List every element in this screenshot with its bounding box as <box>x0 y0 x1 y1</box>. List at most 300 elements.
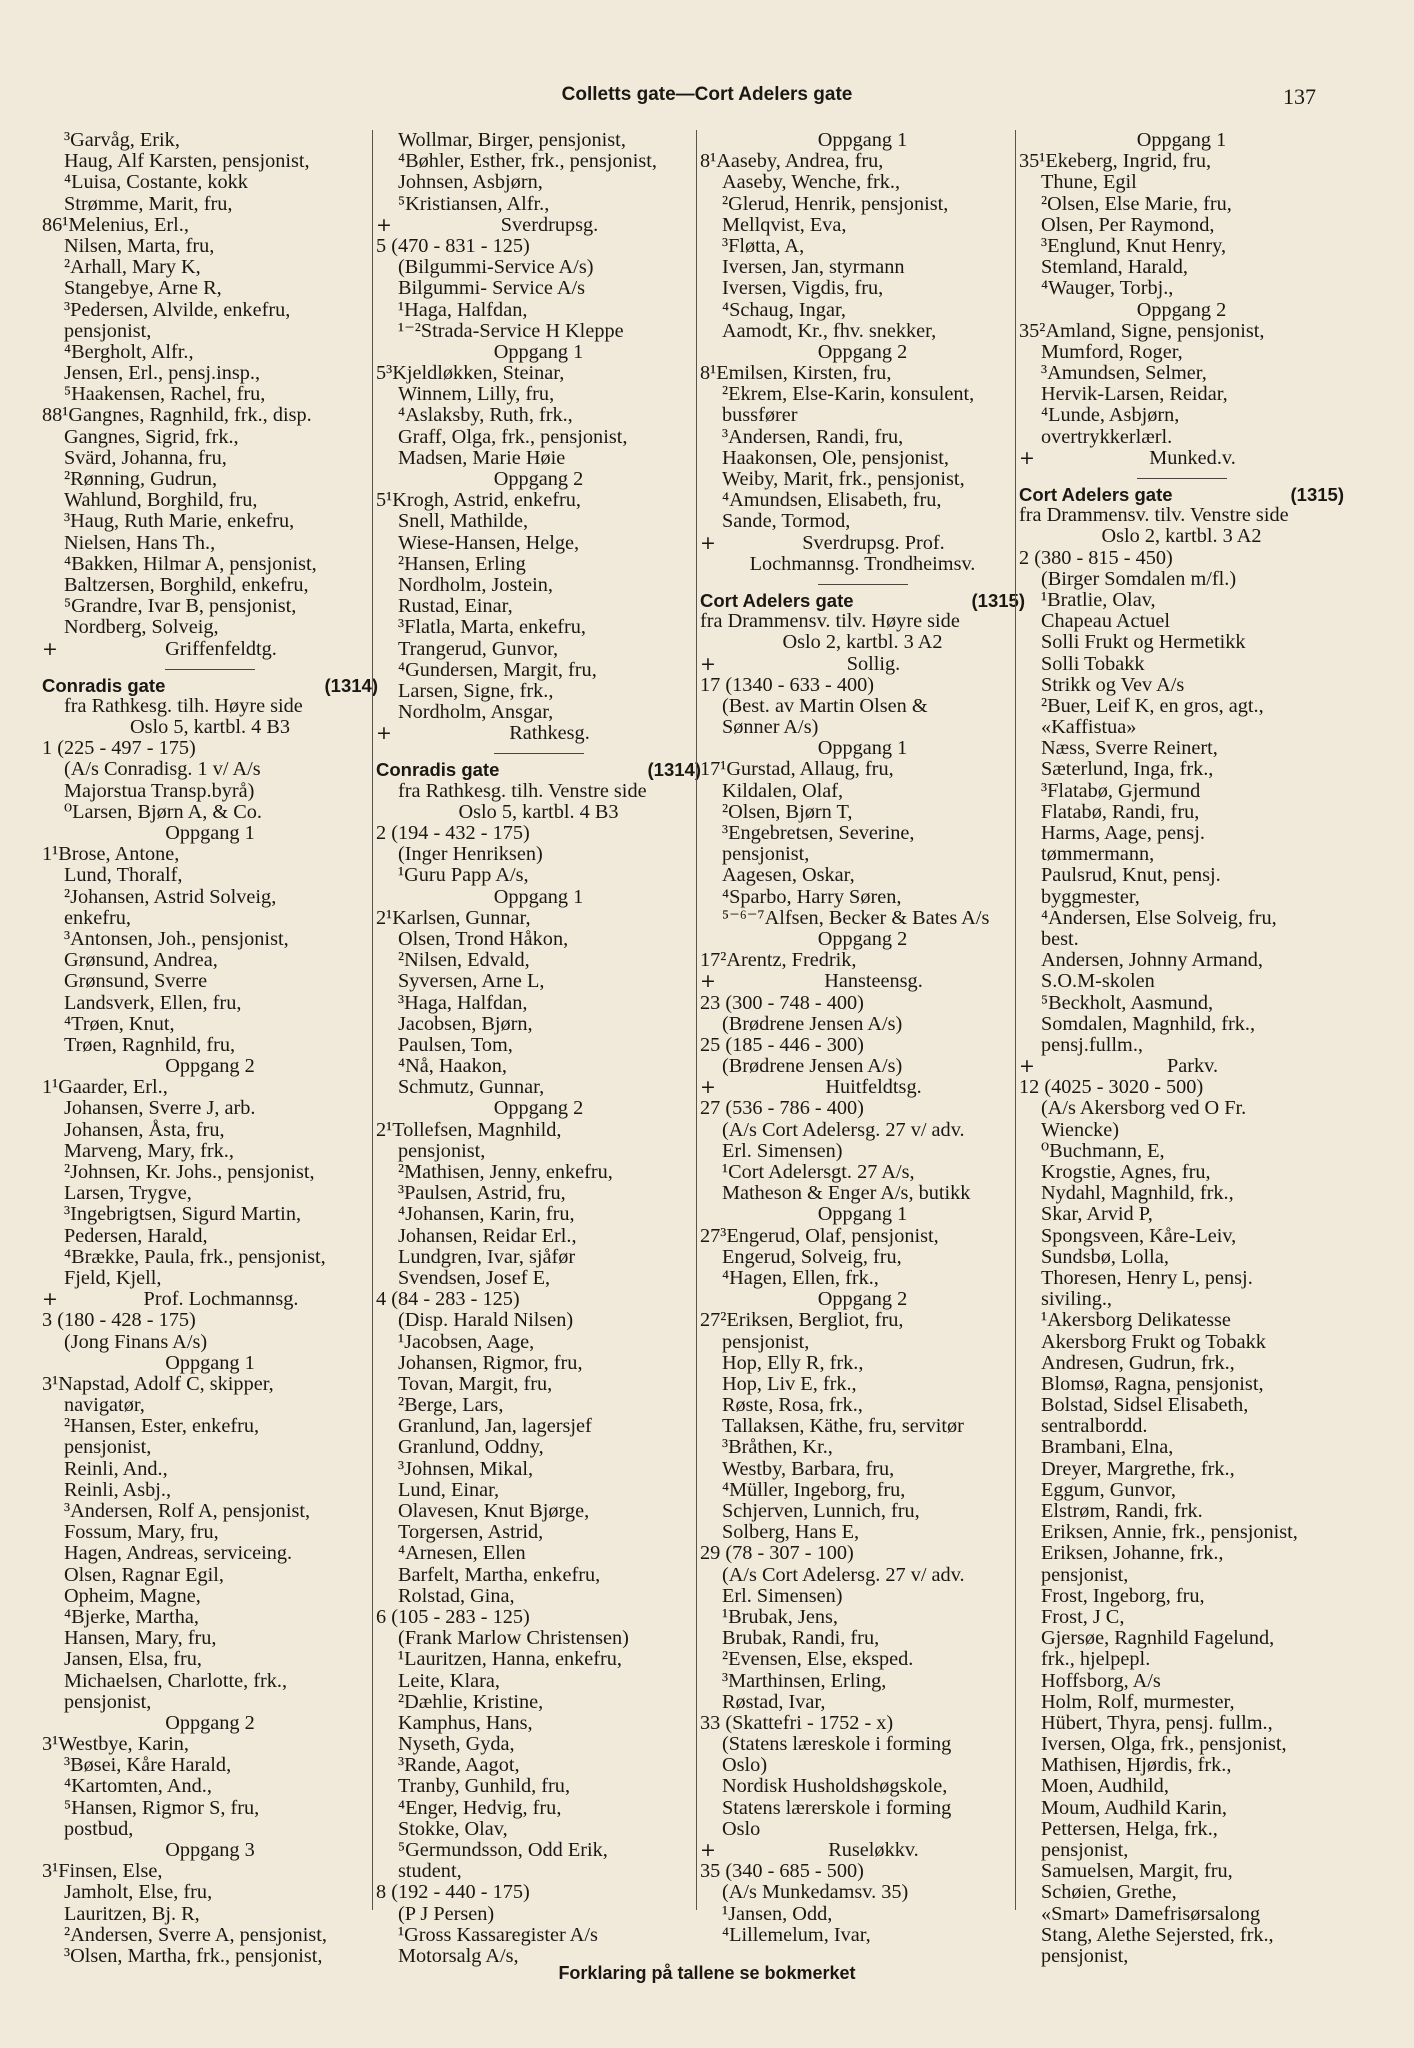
directory-entry: Weiby, Marit, frk., pensjonist, <box>722 468 965 490</box>
section-line: Oppgang 1 <box>1136 129 1227 151</box>
directory-entry: ¹⁻²Strada-Service H Kleppe <box>398 319 624 342</box>
section-line: Oppgang 1 <box>165 1351 255 1374</box>
directory-entry: Pedersen, Harald, <box>64 1224 208 1247</box>
street-code: (1314) <box>324 674 378 696</box>
directory-entry: Trangerud, Gunvor, <box>398 637 559 660</box>
cross-street-name: Sverdrupsg. <box>500 213 599 236</box>
directory-entry: Grønsund, Andrea, <box>64 949 218 972</box>
directory-entry: postbud, <box>64 1817 134 1840</box>
directory-entry: Thune, Egil <box>1041 171 1137 194</box>
directory-entry: Olsen, Trond Håkon, <box>398 927 569 950</box>
directory-entry: student, <box>398 1860 462 1883</box>
directory-entry: ¹Gross Kassaregister A/s <box>398 1923 598 1946</box>
directory-entry: Jamholt, Else, fru, <box>64 1881 213 1904</box>
directory-entry: Stokke, Olav, <box>398 1817 508 1840</box>
directory-entry: ¹Cort Adelersgt. 27 A/s, <box>722 1161 915 1184</box>
directory-entry: Barfelt, Martha, enkefru, <box>398 1563 601 1586</box>
cross-street-line <box>700 1840 1025 1861</box>
directory-entry: pensjonist, <box>1041 1563 1129 1586</box>
directory-entry: Mumford, Roger, <box>1041 340 1183 363</box>
directory-entry: 12 (4025 - 3020 - 500) <box>1019 1076 1204 1099</box>
directory-entry: Graff, Olga, frk., pensjonist, <box>398 425 628 448</box>
cross-street-icon: + <box>700 970 716 993</box>
directory-entry: ³Olsen, Martha, frk., pensjonist, <box>64 1944 323 1967</box>
directory-entry: Hoffsborg, A/s <box>1041 1669 1161 1692</box>
directory-entry: Pettersen, Helga, frk., <box>1041 1817 1218 1840</box>
directory-entry: ³Englund, Knut Henry, <box>1041 234 1227 257</box>
cross-street-icon: + <box>42 1288 58 1311</box>
directory-entry: ³Engebretsen, Severine, <box>722 822 915 845</box>
directory-entry: Dreyer, Margrethe, frk., <box>1041 1457 1235 1480</box>
directory-entry: (Bilgummi-Service A/s) <box>398 256 594 279</box>
section-line: Oppgang 1 <box>817 737 908 760</box>
directory-entry: Westby, Barbara, fru, <box>722 1457 895 1480</box>
directory-entry: 8 (192 - 440 - 175) <box>376 1881 530 1904</box>
directory-entry: Jacobsen, Bjørn, <box>398 1012 533 1035</box>
section-divider <box>165 669 255 670</box>
cross-street-name: Griffenfeldtg. <box>165 637 277 660</box>
directory-entry: ³Fløtta, A, <box>722 234 805 257</box>
directory-entry: Lundgren, Ivar, sjåfør <box>398 1245 576 1268</box>
directory-entry: Rustad, Einar, <box>398 595 513 618</box>
directory-entry: 5¹Krogh, Astrid, enkefru, <box>376 489 581 512</box>
directory-entry: Harms, Aage, pensj. <box>1041 822 1205 845</box>
directory-entry: Eriksen, Johanne, frk., <box>1041 1542 1224 1565</box>
directory-entry: Reinli, Asbj., <box>64 1478 172 1501</box>
directory-entry: Lauritzen, Bj. R, <box>64 1902 200 1925</box>
directory-entry: 33 (Skattefri - 1752 - x) <box>700 1711 894 1734</box>
directory-entry: 8¹Aaseby, Andrea, fru, <box>700 150 884 173</box>
section-line: Oppgang 2 <box>165 1711 255 1734</box>
street-name: Cort Adelers gate <box>700 589 854 611</box>
directory-entry: Syversen, Arne L, <box>398 970 545 993</box>
directory-entry: S.O.M-skolen <box>1041 970 1155 993</box>
street-code: (1315) <box>1290 484 1344 505</box>
directory-entry: (Disp. Harald Nilsen) <box>398 1309 574 1332</box>
directory-entry: 29 (78 - 307 - 100) <box>700 1542 854 1565</box>
directory-entry: 35²Amland, Signe, pensjonist, <box>1019 319 1265 342</box>
directory-entry: best. <box>1041 927 1079 950</box>
directory-entry: Hop, Liv E, frk., <box>722 1372 857 1395</box>
directory-entry: Eriksen, Annie, frk., pensjonist, <box>1041 1521 1298 1544</box>
directory-entry: Gangnes, Sigrid, frk., <box>64 425 239 448</box>
directory-entry: (Birger Somdalen m/fl.) <box>1041 567 1237 590</box>
street-code: (1315) <box>971 589 1025 611</box>
section-line: Oppgang 3 <box>165 1839 255 1862</box>
directory-entry: Thoresen, Henry L, pensj. <box>1041 1266 1253 1289</box>
directory-entry: Schjerven, Lunnich, fru, <box>722 1500 920 1523</box>
directory-entry: Leite, Klara, <box>398 1669 500 1692</box>
directory-entry: Elstrøm, Randi, frk. <box>1041 1500 1203 1523</box>
directory-entry: Motorsalg A/s, <box>398 1944 519 1967</box>
directory-entry: Wollmar, Birger, pensjonist, <box>398 129 626 151</box>
directory-entry: ⁴Luisa, Costante, kokk <box>64 171 248 194</box>
directory-entry: 5³Kjeldløkken, Steinar, <box>376 362 565 385</box>
directory-entry: ⁰Larsen, Bjørn A, & Co. <box>64 800 262 823</box>
directory-entry: Nilsen, Marta, fru, <box>64 234 215 257</box>
directory-entry: ⁴Lunde, Asbjørn, <box>1041 404 1180 427</box>
directory-entry: pensjonist, <box>398 1139 486 1162</box>
directory-entry: 2 (194 - 432 - 175) <box>376 822 530 845</box>
cross-street-icon: + <box>42 637 58 660</box>
directory-entry: ⁰Buchmann, E, <box>1041 1139 1165 1162</box>
directory-entry: ⁵Kristiansen, Alfr., <box>398 192 550 215</box>
page-title: Colletts gate—Cort Adelers gate <box>561 84 853 105</box>
directory-entry: Reinli, And., <box>64 1457 168 1480</box>
directory-entry: Johansen, Rigmor, fru, <box>398 1351 583 1374</box>
directory-entry: Erl. Simensen) <box>722 1139 843 1162</box>
directory-entry: Snell, Mathilde, <box>398 510 529 533</box>
street-name: Conradis gate <box>376 759 500 781</box>
directory-entry: Blomsø, Ragna, pensjonist, <box>1041 1372 1264 1395</box>
section-line: Oslo 5, kartbl. 4 B3 <box>130 716 290 739</box>
directory-entry: fra Rathkesg. tilh. Venstre side <box>398 779 647 802</box>
cross-street-name: Sverdrupsg. Prof. <box>802 531 945 554</box>
directory-entry: Opheim, Magne, <box>64 1584 201 1607</box>
directory-entry: navigatør, <box>64 1394 145 1417</box>
directory-entry: 17¹Gurstad, Allaug, fru, <box>700 758 894 781</box>
directory-entry: (A/s Cort Adelersg. 27 v/ adv. <box>722 1563 965 1586</box>
directory-entry: Madsen, Marie Høie <box>398 446 566 469</box>
directory-entry: Flatabø, Randi, fru, <box>1041 800 1200 823</box>
directory-entry: ⁴Bergholt, Alfr., <box>64 340 194 363</box>
directory-entry: Hop, Elly R, frk., <box>722 1351 864 1374</box>
directory-entry: Johnsen, Asbjørn, <box>398 171 543 194</box>
directory-entry: pensjonist, <box>1041 1944 1129 1967</box>
street-name: Conradis gate <box>42 674 166 696</box>
street-heading <box>1019 484 1344 505</box>
directory-entry: 27 (536 - 786 - 400) <box>700 1097 864 1120</box>
directory-entry: Haug, Alf Karsten, pensjonist, <box>64 150 310 173</box>
cross-street-line <box>1019 448 1344 469</box>
directory-entry: 3 (180 - 428 - 175) <box>42 1309 196 1332</box>
directory-entry: Spongsveen, Kåre-Leiv, <box>1041 1224 1237 1247</box>
directory-entry: pensjonist, <box>64 1436 152 1459</box>
directory-entry: ²Olsen, Else Marie, fru, <box>1041 192 1232 215</box>
directory-entry: Samuelsen, Margit, fru, <box>1041 1860 1233 1883</box>
directory-entry: Nordberg, Solveig, <box>64 616 219 639</box>
directory-entry: ²Ekrem, Else-Karin, konsulent, <box>722 383 975 406</box>
directory-entry: (A/s Munkedamsv. 35) <box>722 1881 909 1904</box>
cross-street-line <box>376 723 701 744</box>
directory-entry: Aamodt, Kr., fhv. snekker, <box>722 319 937 342</box>
cross-street-line <box>700 533 1025 554</box>
directory-entry: Engerud, Solveig, fru, <box>722 1245 902 1268</box>
directory-entry: 8¹Emilsen, Kirsten, fru, <box>700 362 892 385</box>
directory-entry: Lund, Einar, <box>398 1478 500 1501</box>
directory-entry: (Statens læreskole i forming <box>722 1733 952 1756</box>
cross-street-name: Huitfeldtsg. <box>825 1076 922 1099</box>
directory-entry: sentralbordd. <box>1041 1415 1148 1438</box>
directory-entry: ²Evensen, Else, eksped. <box>722 1648 914 1671</box>
directory-entry: Stangebye, Arne R, <box>64 277 222 300</box>
section-line: Oppgang 1 <box>165 822 255 845</box>
directory-entry: Hansen, Mary, fru, <box>64 1627 217 1650</box>
directory-entry: ³Paulsen, Astrid, fru, <box>398 1182 566 1205</box>
directory-entry: ⁴Trøen, Knut, <box>64 1012 175 1035</box>
directory-entry: Krogstie, Agnes, fru, <box>1041 1161 1211 1184</box>
directory-entry: fra Drammensv. tilv. Høyre side <box>700 610 960 633</box>
directory-entry: ¹Haga, Halfdan, <box>398 298 528 321</box>
directory-entry: (A/s Conradisg. 1 v/ A/s <box>64 758 261 781</box>
cross-street-line <box>700 971 1025 992</box>
directory-entry: (P J Persen) <box>398 1902 495 1925</box>
directory-entry: Strømme, Marit, fru, <box>64 192 233 215</box>
directory-entry: ⁵Haakensen, Rachel, fru, <box>64 383 266 406</box>
directory-entry: (Best. av Martin Olsen & <box>722 694 928 717</box>
directory-entry: 23 (300 - 748 - 400) <box>700 991 864 1014</box>
directory-entry: Iversen, Olga, frk., pensjonist, <box>1041 1733 1287 1756</box>
directory-entry: Johansen, Sverre J, arb. <box>64 1097 256 1120</box>
directory-entry: Hagen, Andreas, serviceing. <box>64 1542 293 1565</box>
column-1 <box>42 130 378 1967</box>
directory-entry: Solberg, Hans E, <box>722 1521 860 1544</box>
directory-entry: ⁵Hansen, Rigmor S, fru, <box>64 1796 260 1819</box>
directory-entry: ⁴Johansen, Karin, fru, <box>398 1203 575 1226</box>
directory-entry: Torgersen, Astrid, <box>398 1521 544 1544</box>
directory-entry: Nyseth, Gyda, <box>398 1733 515 1756</box>
directory-entry: Sande, Tormod, <box>722 510 851 533</box>
directory-entry: Strikk og Vev A/s <box>1041 673 1185 696</box>
directory-entry: ⁵Beckholt, Aasmund, <box>1041 991 1214 1014</box>
directory-entry: Hervik-Larsen, Reidar, <box>1041 383 1228 406</box>
directory-entry: Granlund, Jan, lagersjef <box>398 1415 592 1438</box>
directory-entry: 3¹Westbye, Karin, <box>42 1733 189 1756</box>
directory-entry: 6 (105 - 283 - 125) <box>376 1605 530 1628</box>
section-divider <box>818 584 908 585</box>
directory-entry: Wiencke) <box>1041 1118 1120 1141</box>
directory-entry: Bilgummi- Service A/s <box>398 277 586 300</box>
section-line: Oppgang 1 <box>493 885 584 908</box>
directory-entry: Paulsrud, Knut, pensj. <box>1041 864 1221 887</box>
directory-entry: Majorstua Transp.byrå) <box>64 779 255 802</box>
directory-entry: (A/s Akersborg ved O Fr. <box>1041 1097 1247 1120</box>
directory-entry: ⁴Kartomten, And., <box>64 1775 212 1798</box>
directory-entry: Gjersøe, Ragnhild Fagelund, <box>1041 1627 1275 1650</box>
street-name: Cort Adelers gate <box>1019 484 1173 505</box>
directory-entry: enkefru, <box>64 906 132 929</box>
directory-entry: ¹Jansen, Odd, <box>722 1902 833 1925</box>
directory-entry: ¹Brubak, Jens, <box>722 1605 838 1628</box>
directory-entry: Baltzersen, Borghild, enkefru, <box>64 573 309 596</box>
directory-entry: Brubak, Randi, fru, <box>722 1627 880 1650</box>
directory-entry: ³Haga, Halfdan, <box>398 991 528 1014</box>
directory-entry: ⁵⁻⁶⁻⁷Alfsen, Becker & Bates A/s <box>722 906 990 929</box>
directory-entry: ³Pedersen, Alvilde, enkefru, <box>64 298 291 321</box>
section-line: Oppgang 1 <box>817 129 908 151</box>
page-footer: Forklaring på tallene se bokmerket <box>558 1963 856 1983</box>
directory-entry: fra Rathkesg. tilh. Høyre side <box>64 694 303 717</box>
directory-entry: Stang, Alethe Sejersted, frk., <box>1041 1923 1274 1946</box>
directory-entry: ²Andersen, Sverre A, pensjonist, <box>64 1923 327 1946</box>
directory-entry: Kildalen, Olaf, <box>722 779 844 802</box>
directory-entry: ²Rønning, Gudrun, <box>64 468 218 490</box>
directory-entry: ⁴Müller, Ingeborg, fru, <box>722 1478 906 1501</box>
directory-entry: Johansen, Reidar Erl., <box>398 1224 577 1247</box>
directory-entry: ²Arhall, Mary K, <box>64 256 201 279</box>
directory-entry: Fjeld, Kjell, <box>64 1266 162 1289</box>
cross-street-name: Prof. Lochmannsg. <box>143 1288 299 1311</box>
directory-entry: Aagesen, Oskar, <box>722 864 855 887</box>
directory-entry: ¹Bratlie, Olav, <box>1041 588 1156 611</box>
directory-entry: ⁴Aslaksby, Ruth, frk., <box>398 404 573 427</box>
street-heading <box>700 590 1025 611</box>
directory-entry: ³Ingebrigtsen, Sigurd Martin, <box>64 1203 302 1226</box>
cross-street-name: Rathkesg. <box>509 722 590 745</box>
section-divider <box>1137 478 1227 479</box>
directory-entry: ⁴Nå, Haakon, <box>398 1055 508 1078</box>
directory-entry: Svendsen, Josef E, <box>398 1266 551 1289</box>
directory-entry: Andersen, Johnny Armand, <box>1041 949 1263 972</box>
directory-entry: Brambani, Elna, <box>1041 1436 1174 1459</box>
section-divider <box>494 753 584 754</box>
directory-entry: Tranby, Gunhild, fru, <box>398 1775 571 1798</box>
directory-entry: ²Johnsen, Kr. Johs., pensjonist, <box>64 1161 315 1184</box>
directory-entry: ⁴Bjerke, Martha, <box>64 1605 199 1628</box>
directory-entry: 86¹Melenius, Erl., <box>42 213 189 236</box>
directory-entry: ⁴Brække, Paula, frk., pensjonist, <box>64 1245 326 1268</box>
directory-entry: 3¹Finsen, Else, <box>42 1860 163 1883</box>
directory-entry: Røste, Rosa, frk., <box>722 1394 863 1417</box>
directory-entry: Nordisk Husholdshøgskole, <box>722 1775 948 1798</box>
directory-entry: Aaseby, Wenche, frk., <box>722 171 901 194</box>
directory-entry: Iversen, Jan, styrmann <box>722 256 905 279</box>
directory-entry: Oslo <box>722 1817 761 1840</box>
cross-street-line <box>42 639 378 660</box>
cross-street-icon: + <box>1019 446 1035 469</box>
directory-entry: Trøen, Ragnhild, fru, <box>64 1033 236 1056</box>
directory-entry: Tallaksen, Käthe, fru, servitør <box>722 1415 964 1438</box>
page-header <box>0 84 1414 114</box>
directory-entry: Marveng, Mary, frk., <box>64 1139 234 1162</box>
directory-entry: ²Hansen, Erling <box>398 552 526 575</box>
section-line: Oslo 5, kartbl. 4 B3 <box>458 800 619 823</box>
directory-entry: bussfører <box>722 404 798 427</box>
directory-entry: (Brødrene Jensen A/s) <box>722 1012 903 1035</box>
directory-entry: Grønsund, Sverre <box>64 970 208 993</box>
cross-street-name: Hansteensg. <box>824 970 923 993</box>
directory-entry: ⁴Lillemelum, Ivar, <box>722 1923 871 1946</box>
directory-entry: ²Mathisen, Jenny, enkefru, <box>398 1161 613 1184</box>
directory-entry: ⁴Enger, Hedvig, fru, <box>398 1796 562 1819</box>
cross-street-name: Parkv. <box>1166 1055 1219 1078</box>
directory-entry: Eggum, Gunvor, <box>1041 1478 1176 1501</box>
directory-entry: 2¹Tollefsen, Magnhild, <box>376 1118 562 1141</box>
directory-entry: 1 (225 - 497 - 175) <box>42 737 196 760</box>
directory-entry: Svärd, Johanna, fru, <box>64 446 227 469</box>
directory-entry: Holm, Rolf, murmester, <box>1041 1690 1235 1713</box>
cross-street-line <box>700 1077 1025 1098</box>
directory-entry: Nydahl, Magnhild, frk., <box>1041 1182 1234 1205</box>
directory-entry: Røstad, Ivar, <box>722 1690 826 1713</box>
directory-entry: Moum, Audhild Karin, <box>1041 1796 1227 1819</box>
directory-entry: byggmester, <box>1041 885 1140 908</box>
directory-entry: Stemland, Harald, <box>1041 256 1188 279</box>
directory-entry: 2 (380 - 815 - 450) <box>1019 546 1173 569</box>
directory-entry: 35¹Ekeberg, Ingrid, fru, <box>1019 150 1212 173</box>
directory-entry: ¹Jacobsen, Aage, <box>398 1330 535 1353</box>
directory-entry: 1¹Brose, Antone, <box>42 843 180 866</box>
directory-entry: ²Dæhlie, Kristine, <box>398 1690 544 1713</box>
directory-entry: Sønner A/s) <box>722 716 819 739</box>
directory-entry: ⁵Germundsson, Odd Erik, <box>398 1839 608 1862</box>
directory-entry: Chapeau Actuel <box>1041 610 1170 633</box>
directory-entry: ²Buer, Leif K, en gros, agt., <box>1041 694 1264 717</box>
directory-entry: fra Drammensv. tilv. Venstre side <box>1019 504 1289 527</box>
directory-entry: 27³Engerud, Olaf, pensjonist, <box>700 1224 939 1247</box>
directory-entry: 4 (84 - 283 - 125) <box>376 1288 520 1311</box>
directory-entry: Jensen, Erl., pensj.insp., <box>64 362 261 385</box>
directory-entry: Erl. Simensen) <box>722 1584 843 1607</box>
directory-entry: Fossum, Mary, fru, <box>64 1521 219 1544</box>
directory-entry: ⁴Gundersen, Margit, fru, <box>398 658 597 681</box>
section-line: Oslo 2, kartbl. 3 A2 <box>1101 525 1262 548</box>
directory-entry: Wahlund, Borghild, fru, <box>64 489 258 512</box>
directory-entry: ³Haug, Ruth Marie, enkefru, <box>64 510 295 533</box>
cross-street-icon: + <box>700 1076 716 1099</box>
directory-entry: Sæterlund, Inga, frk., <box>1041 758 1214 781</box>
section-line: Oppgang 1 <box>817 1203 908 1226</box>
cross-street-line <box>376 215 701 236</box>
section-line: Oppgang 2 <box>817 927 908 950</box>
directory-entry: (Frank Marlow Christensen) <box>398 1627 629 1650</box>
directory-entry: Nielsen, Hans Th., <box>64 531 216 554</box>
directory-entry: ³Bråthen, Kr., <box>722 1436 833 1459</box>
directory-entry: pensjonist, <box>722 843 810 866</box>
directory-entry: ²Olsen, Bjørn T, <box>722 800 853 823</box>
directory-entry: Sundsbø, Lolla, <box>1041 1245 1169 1268</box>
street-code: (1314) <box>647 759 701 781</box>
directory-entry: Solli Tobakk <box>1041 652 1145 675</box>
directory-entry: Larsen, Trygve, <box>64 1182 192 1205</box>
directory-entry: ⁴Schaug, Ingar, <box>722 298 846 321</box>
directory-entry: Solli Frukt og Hermetikk <box>1041 631 1246 654</box>
directory-entry: ²Johansen, Astrid Solveig, <box>64 885 277 908</box>
directory-entry: ³Flatabø, Gjermund <box>1041 779 1201 802</box>
directory-entry: Jansen, Elsa, fru, <box>64 1648 202 1671</box>
cross-street-icon: + <box>700 531 716 554</box>
cross-street-icon: + <box>700 1839 716 1862</box>
section-line: Oppgang 2 <box>1136 298 1227 321</box>
directory-entry: Somdalen, Magnhild, frk., <box>1041 1012 1256 1035</box>
cross-street-name: Munked.v. <box>1149 446 1236 469</box>
directory-entry: ²Nilsen, Edvald, <box>398 949 530 972</box>
directory-entry: ³Antonsen, Joh., pensjonist, <box>64 927 289 950</box>
directory-entry: (Brødrene Jensen A/s) <box>722 1055 903 1078</box>
directory-entry: ⁴Sparbo, Harry Søren, <box>722 885 902 908</box>
directory-entry: ³Garvåg, Erik, <box>64 129 180 151</box>
cross-street-line <box>1019 1056 1344 1077</box>
cross-street-line <box>700 654 1025 675</box>
directory-entry: 17 (1340 - 633 - 400) <box>700 673 875 696</box>
directory-entry: 88¹Gangnes, Ragnhild, frk., disp. <box>42 404 312 427</box>
directory-entry: frk., hjelpepl. <box>1041 1648 1151 1671</box>
directory-entry: Frost, Ingeborg, fru, <box>1041 1584 1205 1607</box>
cross-street-icon: + <box>700 652 716 675</box>
directory-entry: Johansen, Åsta, fru, <box>64 1118 225 1141</box>
directory-entry: Schøien, Grethe, <box>1041 1881 1177 1904</box>
section-line: Oppgang 2 <box>165 1055 255 1078</box>
directory-entry: Larsen, Signe, frk., <box>398 679 554 702</box>
directory-entry: Skar, Arvid P, <box>1041 1203 1153 1226</box>
section-line: Lochmannsg. Trondheimsv. <box>749 552 976 575</box>
directory-entry: ²Berge, Lars, <box>398 1394 504 1417</box>
directory-entry: siviling., <box>1041 1288 1112 1311</box>
directory-entry: ¹Akersborg Delikatesse <box>1041 1309 1231 1332</box>
directory-entry: ⁴Bøhler, Esther, frk., pensjonist, <box>398 150 657 173</box>
directory-entry: ⁴Arnesen, Ellen <box>398 1542 526 1565</box>
cross-street-icon: + <box>376 722 392 745</box>
